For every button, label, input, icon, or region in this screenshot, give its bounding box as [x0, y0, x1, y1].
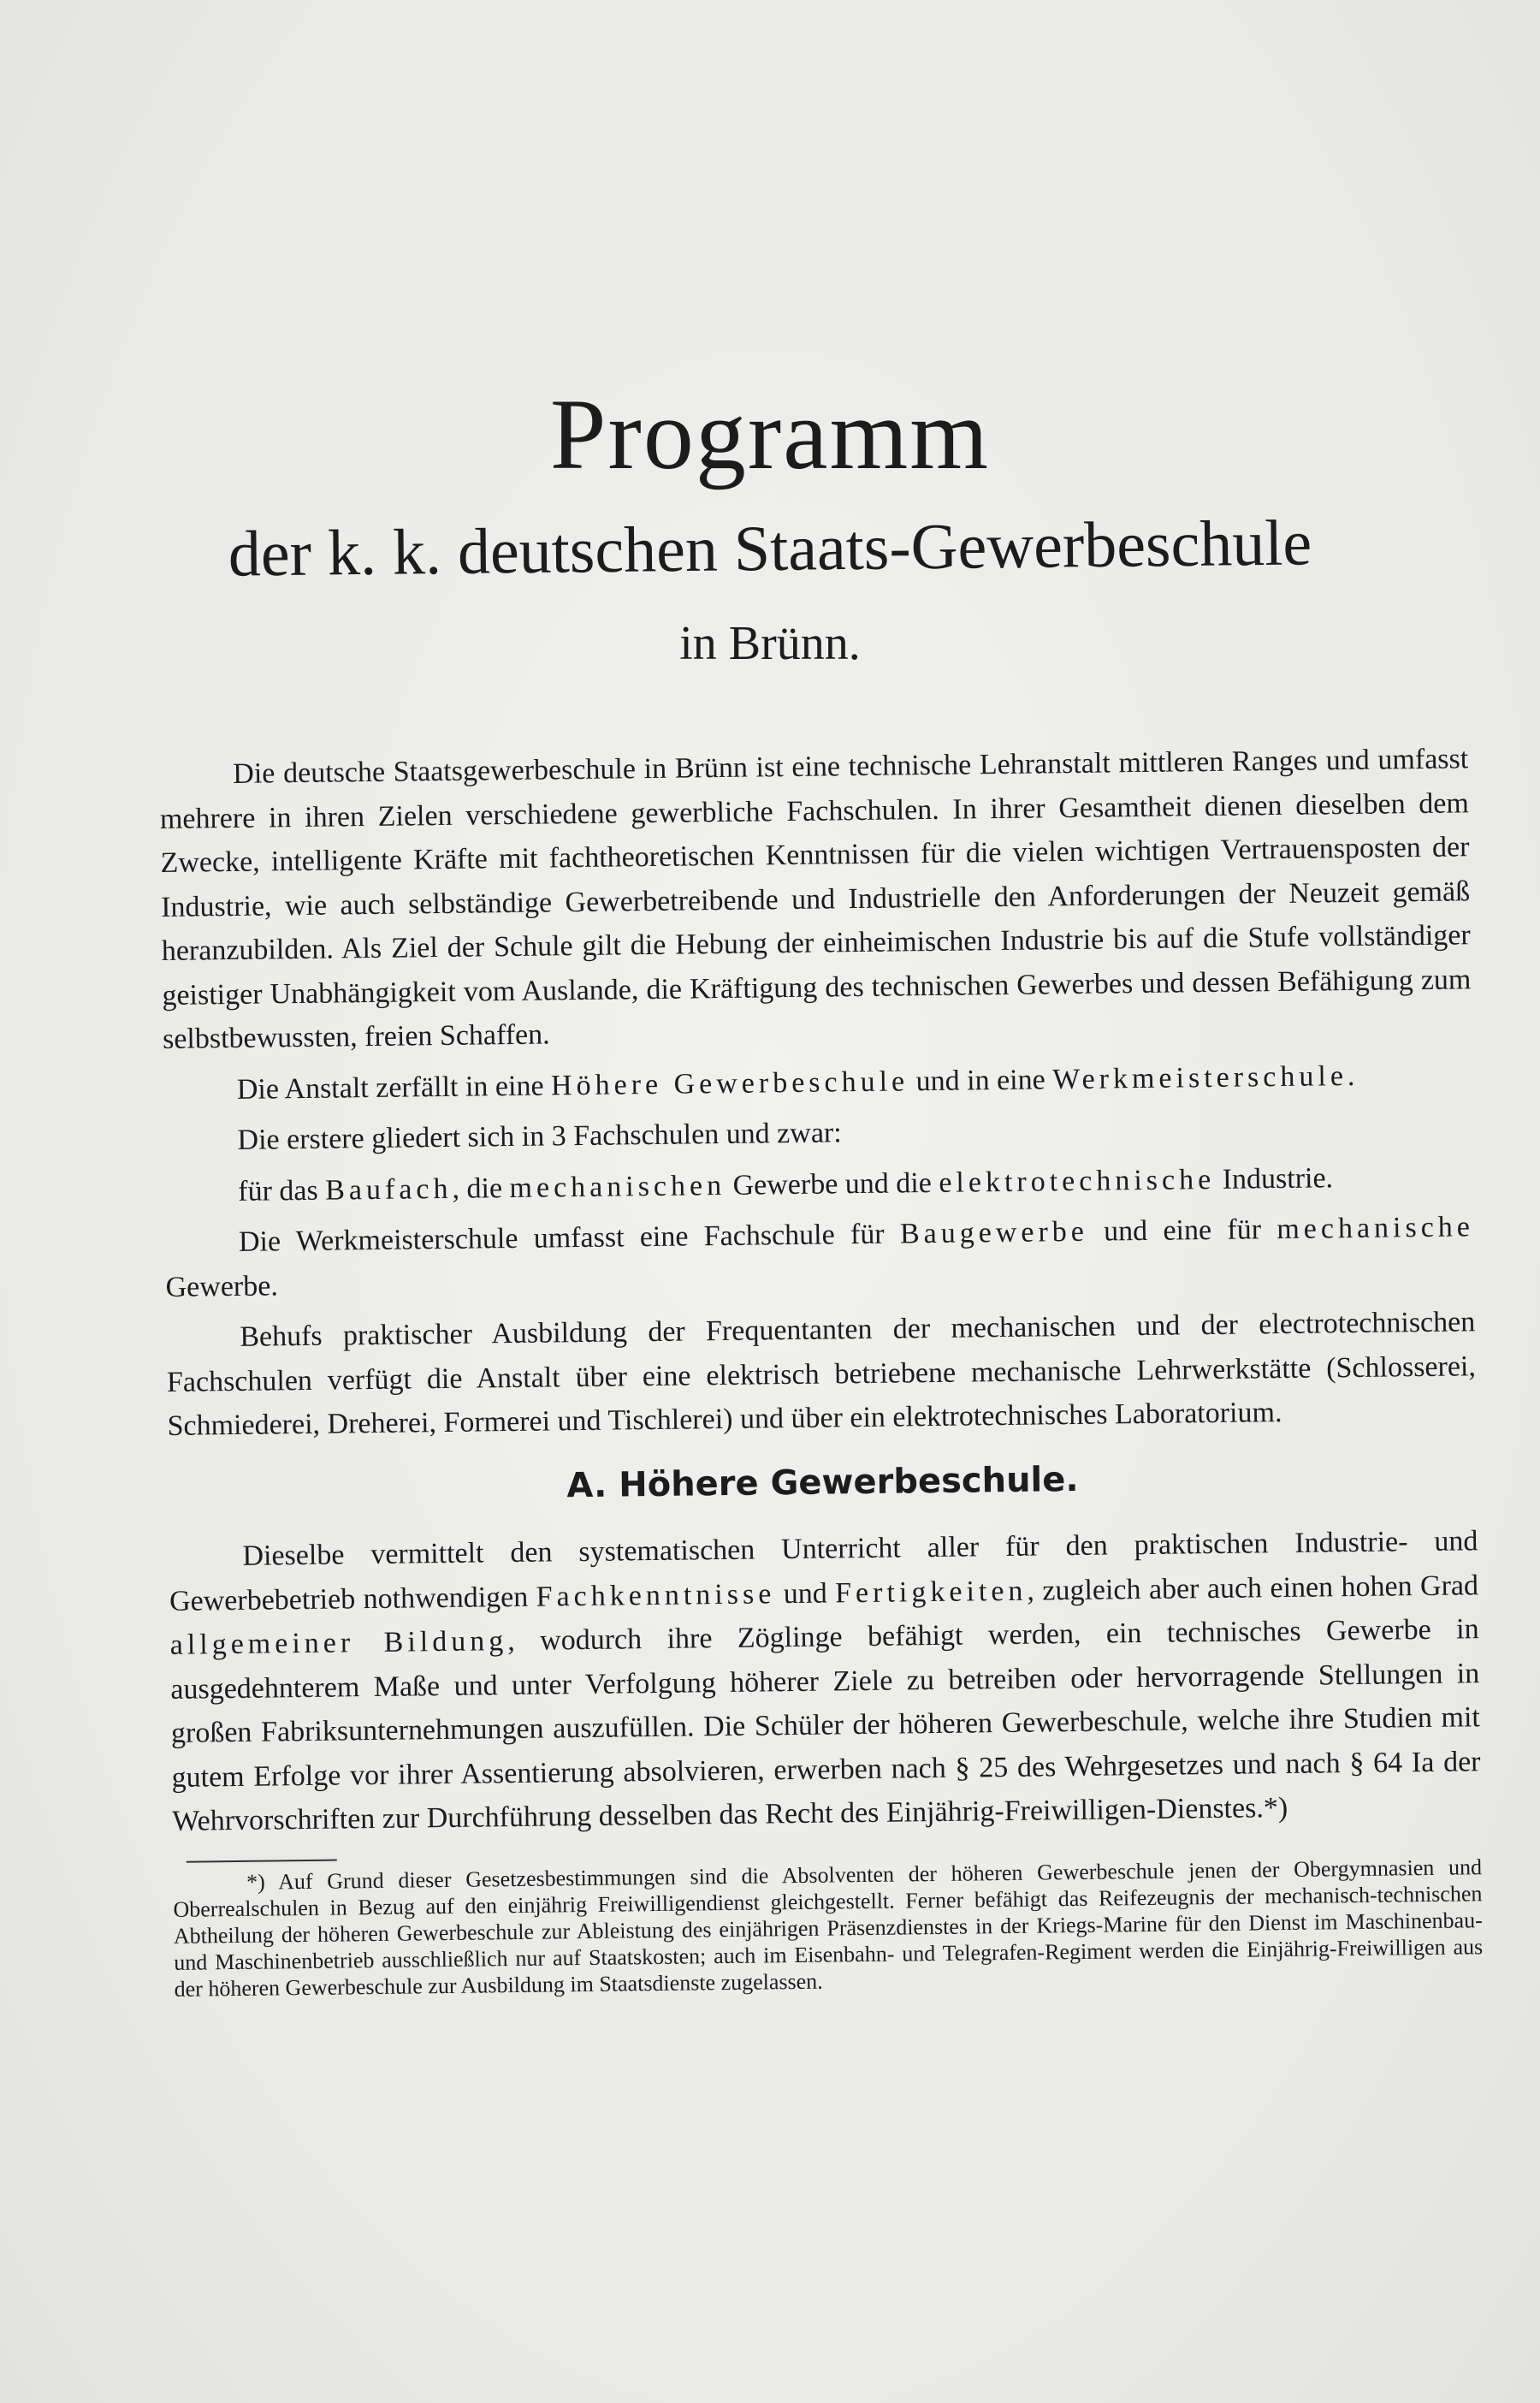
text-run: , zugleich aber auch einen hohen Grad [1027, 1569, 1479, 1607]
emphasis-baufach: Baufach [324, 1172, 453, 1207]
document-title: Programm [549, 378, 991, 490]
section-heading: A. Höhere Gewerbeschule. [566, 1459, 1079, 1505]
text-run: . [1347, 1059, 1355, 1092]
emphasis-mechanische: mechanische [1276, 1211, 1475, 1246]
text-run: , wodurch ihre Zöglinge befähigt werden, ein technisches Gewerbe in ausgedehnterem Maße und unter Verfolgung höherer Ziele zu betreiben oder hervorragende Stellungen in großen Fabriksunternehmungen auszufüllen. Die Schüler der höheren Gewerbeschule, welche ihre Studien mit gutem Erfolge vor ihrer Assentierung absolvieren, erwerben nach § 25 des Wehrgesetzes und nach § 64 Ia der Wehrvorschriften zur Durchführung desselben das Recht des Einjährig-Freiwilligen-Dienstes.*) [170, 1613, 1481, 1837]
emphasis-allgemeiner-bildung: allgemeiner Bildung [169, 1625, 508, 1661]
emphasis-fertigkeiten: Fertigkeiten [834, 1575, 1028, 1609]
paragraph-lehrwerkstaette: Behufs praktischer Ausbildung der Frequentanten der mechanischen und der electrotechnischen Fachschulen verfügt die Anstalt über eine elektrisch betriebene mechanische Lehrwerkstätte (Schlosserei, Schmiederei, Dreherei, Formerei und Tischlerei) und über ein elektrotechnisches Laboratorium. [166, 1306, 1477, 1442]
emphasis-hoehere-gewerbeschule: Höhere Gewerbeschule [550, 1065, 909, 1101]
emphasis-fachkenntnisse: Fachkenntnisse [536, 1577, 776, 1613]
emphasis-baugewerbe: Baugewerbe [899, 1215, 1089, 1250]
document-body [159, 737, 1484, 2008]
text-run: für das [238, 1174, 326, 1207]
footnote-divider [187, 1859, 337, 1862]
document-location: in Brünn. [679, 617, 861, 670]
text-run: und [775, 1576, 836, 1610]
emphasis-werkmeisterschule: Werkmeisterschule [1051, 1059, 1348, 1095]
emphasis-elektrotechnische: elektrotechnische [939, 1163, 1216, 1199]
text-run: Gewerbe und die [725, 1166, 939, 1202]
text-run: Gewerbe. [165, 1269, 279, 1303]
text-run: Die Anstalt zerfällt in eine [236, 1069, 552, 1106]
paragraph-fachschulen: Die erstere gliedert sich in 3 Fachschulen und zwar: [237, 1117, 842, 1156]
text-run: , die [452, 1172, 510, 1205]
paragraph-fachschulen-list [164, 1154, 1474, 1214]
text-run: Dieselbe vermittelt den systematischen Unterricht aller für den praktischen Industrie- und Gewerbebetrieb nothwendigen [169, 1525, 1478, 1617]
paragraph-hoehere-gewerbeschule [169, 1519, 1481, 1843]
document-subtitle: der k. k. deutschen Staats-Gewerbeschule [228, 507, 1312, 590]
footnote: *) Auf Grund dieser Gesetzesbestimmungen sind die Absolventen der höheren Gewerbeschule jenen der Obergymnasien und Oberrealschulen in Bezug auf den einjährig Freiwilligendienst gleichgestellt. Ferner befähigt das Reifezeugnis der mechanisch-technischen Abtheilung der höheren Gewerbeschule zur Ableistung des einjährigen Präsenzdienstes in der Kriegs-Marine für den Dienst im Maschinenbau- und Maschinenbetrieb ausschließlich nur auf Staatskosten; auch im Eisenbahn- und Telegrafen-Regiment werden die Einjährig-Freiwilligen aus der höheren Gewerbeschule zur Ausbildung im Staatsdienste zugelassen. [173, 1854, 1484, 2002]
paragraph-werkmeisterschule [165, 1205, 1475, 1309]
text-run: Industrie. [1214, 1161, 1334, 1196]
paragraph-introduction: Die deutsche Staatsgewerbeschule in Brünn ist eine technische Lehranstalt mittleren Ranges und umfasst mehrere in ihren Zielen verschiedene gewerbliche Fachschulen. In ihrer Gesamtheit dienen dieselben dem Zwecke, intelligente Kräfte mit fachtheoretischen Kenntnissen für die vielen wichtigen Vertrauensposten der Industrie, wie auch selbständige Gewerbetreibende und Industrielle den Anforderungen der Neuzeit gemäß heranzubilden. Als Ziel der Schule gilt die Hebung der einheimischen Industrie bis auf die Stufe vollständiger geistiger Unabhängigkeit vom Auslande, die Kräftigung des technischen Gewerbes und dessen Befähigung zum selbstbewussten, freien Schaffen. [159, 743, 1472, 1055]
text-run: und in eine [908, 1063, 1053, 1097]
text-run: Die Werkmeisterschule umfasst eine Fachschule für [238, 1218, 901, 1258]
text-run: und eine für [1087, 1213, 1277, 1248]
emphasis-mechanischen: mechanischen [509, 1169, 726, 1204]
paragraph-division [163, 1053, 1473, 1112]
